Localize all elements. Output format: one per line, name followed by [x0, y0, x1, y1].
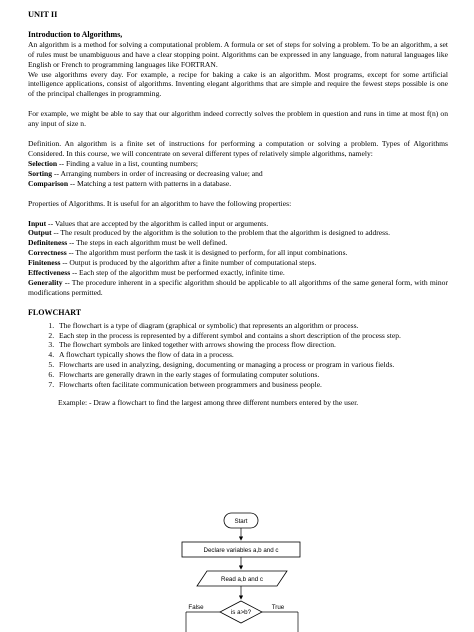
- property-item: [28, 258, 448, 268]
- property-term: Input: [28, 218, 47, 228]
- start-label: Start: [234, 518, 248, 525]
- property-desc: -- Each step of the algorithm must be performed exactly, infinite time.: [70, 268, 285, 278]
- false-label: False: [188, 604, 204, 611]
- true-label: True: [271, 604, 285, 611]
- intro-paragraph-1: An algorithm is a method for solving a computational problem. A formula or set of steps for solving a problem. To be an algorithm, a set of rules must be unambiguous and have a clear stopping point. Algorithms can be expressed in any language, from natural languages like English or French to programming languages like FORTRAN.: [28, 39, 448, 69]
- type-desc: -- Matching a test pattern with patterns in a database.: [68, 178, 232, 188]
- flowchart-list-item: 2. Each step in the process is represented by a different symbol and contains a short description of the process step.: [56, 331, 448, 341]
- property-item: [28, 248, 448, 258]
- flowchart-diagram: [160, 510, 320, 632]
- property-item: [28, 278, 448, 298]
- algorithm-types-list: [28, 159, 448, 189]
- type-item: [28, 169, 448, 179]
- property-item: [28, 228, 448, 238]
- declare-label: Declare variables a,b and c: [203, 547, 279, 554]
- type-term: Selection: [28, 158, 58, 168]
- property-term: Effectiveness: [28, 268, 71, 278]
- type-desc: -- Arranging numbers in order of increasing or decreasing value; and: [52, 168, 263, 178]
- property-term: Output: [28, 228, 52, 238]
- intro-paragraph-2: We use algorithms every day. For example, a recipe for baking a cake is an algorithm. Most programs, except for some artificial intelligence applications, consist of algorithms. Inventing elegant algorithms that are simple and require the fewest steps possible is one of the principal challenges in programming.: [28, 69, 448, 99]
- property-term: Finiteness: [28, 258, 61, 268]
- type-term: Sorting: [28, 168, 53, 178]
- flowchart-list-item: 1. The flowchart is a type of diagram (graphical or symbolic) that represents an algorithm or process.: [56, 321, 448, 331]
- flowchart-list-item: 3. The flowchart symbols are linked together with arrows showing the process flow direction.: [56, 340, 448, 350]
- type-item: [28, 159, 448, 169]
- flowchart-list-item: 7. Flowcharts often facilitate communication between programmers and business people.: [56, 380, 448, 390]
- flowchart-list-item: 4. A flowchart typically shows the flow of data in a process.: [56, 350, 448, 360]
- property-desc: -- The steps in each algorithm must be well defined.: [67, 238, 228, 248]
- unit-title: UNIT II: [28, 10, 58, 19]
- flowchart-list-item: 6. Flowcharts are generally drawn in the early stages of formulating computer solutions.: [56, 370, 448, 380]
- flowchart-example: Example: - Draw a flowchart to find the largest among three different numbers entered by the user.: [58, 398, 359, 407]
- properties-list: [28, 219, 448, 298]
- type-term: Comparison: [28, 178, 69, 188]
- flowchart-heading: FLOWCHART: [28, 307, 82, 317]
- property-item: [28, 219, 448, 229]
- type-item: [28, 179, 448, 189]
- flowchart-list: [28, 321, 448, 390]
- property-desc: -- The result produced by the algorithm is the solution to the problem that the algorithm is designed to address.: [51, 228, 390, 238]
- property-term: Correctness: [28, 248, 67, 258]
- property-desc: -- The procedure inherent in a specific algorithm should be applicable to all algorithms of the same general form, with minor modifications permitted.: [28, 277, 448, 297]
- read-label: Read a,b and c: [221, 576, 263, 583]
- property-item: [28, 238, 448, 248]
- intro-heading: Introduction to Algorithms,: [28, 29, 123, 39]
- property-desc: -- Values that are accepted by the algorithm is called input or arguments.: [46, 218, 269, 228]
- property-item: [28, 268, 448, 278]
- property-term: Generality: [28, 277, 63, 287]
- properties-intro: Properties of Algorithms. It is useful for an algorithm to have the following properties:: [28, 198, 292, 208]
- type-desc: -- Finding a value in a list, counting numbers;: [57, 158, 198, 168]
- property-desc: -- Output is produced by the algorithm after a finite number of computational steps.: [60, 258, 317, 268]
- property-term: Definiteness: [28, 238, 68, 248]
- document-page: [28, 10, 448, 408]
- flowchart-list-item: 5. Flowcharts are used in analyzing, designing, documenting or managing a process or program in various fields.: [56, 360, 448, 370]
- decision-label: is a>b?: [230, 609, 252, 616]
- property-desc: -- The algorithm must perform the task it is designed to perform, for all input combinations.: [66, 248, 348, 258]
- intro-paragraph-3: For example, we might be able to say that our algorithm indeed correctly solves the problem in question and runs in time at most f(n) on any input of size n.: [28, 109, 448, 129]
- definition-paragraph: Definition. An algorithm is a finite set of instructions for performing a computation or solving a problem. Types of Algorithms Considered. In this course, we will concentrate on several different types of relatively simple algorithms, namely:: [28, 139, 448, 158]
